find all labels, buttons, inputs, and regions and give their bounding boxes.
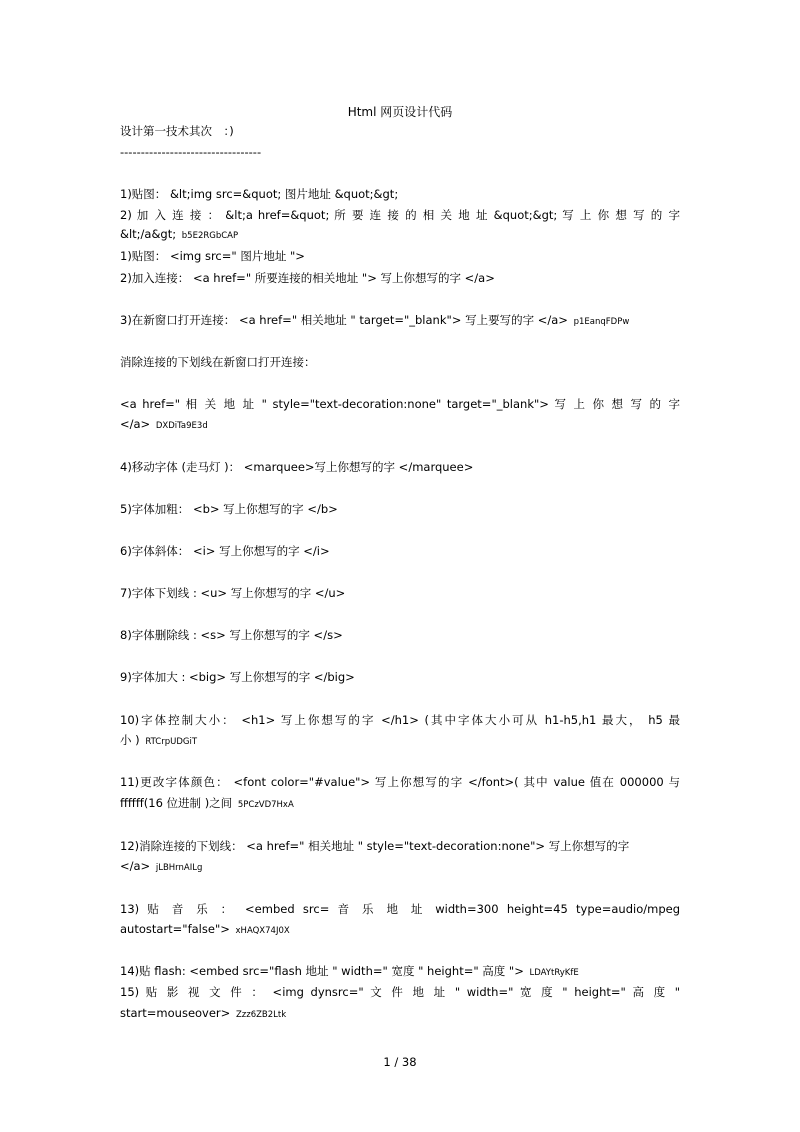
text-line: 11)更改字体颜色： <font color="#value"> 写上你想写的字 </font>( 其中 value 值在 000000 与 — [120, 775, 680, 789]
text-line: <a href=" 相 关 地 址 " style="text-decoration:none" target="_blank"> 写 上 你 想 写 的 字 — [120, 397, 680, 411]
text-line: 7)字体下划线 : <u> 写上你想写的字 </u> — [120, 586, 346, 600]
doc-id: RTCrpUDGiT — [145, 737, 198, 747]
text-line: 15) 贴 影 视 文 件 ： <img dynsrc=" 文 件 地 址 " width=" 宽 度 " height=" 高 度 " — [120, 985, 680, 999]
text-line — [120, 922, 290, 938]
text-line — [120, 313, 629, 329]
text-segment: 小 ) — [120, 733, 140, 747]
text-line: 5)字体加粗： <b> 写上你想写的字 </b> — [120, 502, 338, 516]
text-segment: 3)在新窗口打开连接： <a href=" 相关地址 " target="_blank"> 写上要写的字 </a> — [120, 313, 568, 327]
doc-id: xHAQX74J0X — [235, 926, 290, 936]
text-line — [120, 1006, 286, 1022]
doc-id: Zzz6ZB2Ltk — [235, 1010, 287, 1020]
page-number: 1 / 38 — [383, 1055, 417, 1069]
doc-id: p1EanqFDPw — [573, 317, 630, 327]
text-segment: ffffff(16 位进制 )之间 — [120, 796, 233, 810]
text-segment: </a> — [120, 417, 151, 431]
text-line: 4)移动字体 (走马灯 )： <marquee>写上你想写的字 </marquee> — [120, 460, 474, 474]
text-line: 10)字体控制大小： <h1> 写上你想写的字 </h1> (其中字体大小可从 h1-h5,h1 最大， h5 最 — [120, 713, 680, 727]
text-line — [120, 796, 294, 812]
subtitle: 设计第一技术其次 ：) — [120, 124, 234, 138]
text-line — [120, 733, 197, 749]
text-line — [120, 859, 202, 875]
text-segment: 14)贴 flash: <embed src="flash 地址 " width=" 宽度 " height=" 高度 "> — [120, 964, 524, 978]
doc-id: LDAYtRyKfE — [529, 968, 579, 978]
text-segment: start=mouseover> — [120, 1006, 231, 1020]
text-segment: </a> — [120, 859, 151, 873]
text-line: 2) 加 入 连 接 ： &lt;a href=&quot; 所 要 连 接 的 相 关 地 址 &quot;&gt; 写 上 你 想 写 的 字 — [120, 208, 680, 222]
text-line: 12)消除连接的下划线： <a href=" 相关地址 " style="text-decoration:none"> 写上你想写的字 — [120, 839, 630, 853]
text-line: 8)字体删除线 : <s> 写上你想写的字 </s> — [120, 628, 343, 642]
text-line: 1)贴图： <img src=" 图片地址 "> — [120, 249, 305, 263]
text-line: 消除连接的下划线在新窗口打开连接： — [120, 355, 316, 369]
document-title: Html 网页设计代码 — [347, 105, 453, 119]
text-line: 13) 贴 音 乐 ： <embed src= 音 乐 地 址 width=300 height=45 type=audio/mpeg — [120, 902, 680, 916]
doc-id: DXDiTa9E3d — [155, 421, 208, 431]
text-line: 6)字体斜体： <i> 写上你想写的字 </i> — [120, 544, 330, 558]
text-line: 1)贴图： &lt;img src=&quot; 图片地址 &quot;&gt; — [120, 187, 399, 201]
doc-id: jLBHrnAILg — [155, 863, 203, 873]
text-line — [120, 964, 579, 980]
text-segment: autostart="false"> — [120, 922, 230, 936]
separator-line: ---------------------------------- — [120, 145, 262, 159]
text-segment: &lt;/a&gt; — [120, 227, 177, 241]
doc-id: 5PCzVD7HxA — [237, 800, 294, 810]
text-line — [120, 227, 238, 243]
doc-id: b5E2RGbCAP — [181, 231, 239, 241]
text-line — [120, 417, 208, 433]
text-line: 9)字体加大 : <big> 写上你想写的字 </big> — [120, 670, 355, 684]
text-line: 2)加入连接： <a href=" 所要连接的相关地址 "> 写上你想写的字 </a> — [120, 271, 495, 285]
